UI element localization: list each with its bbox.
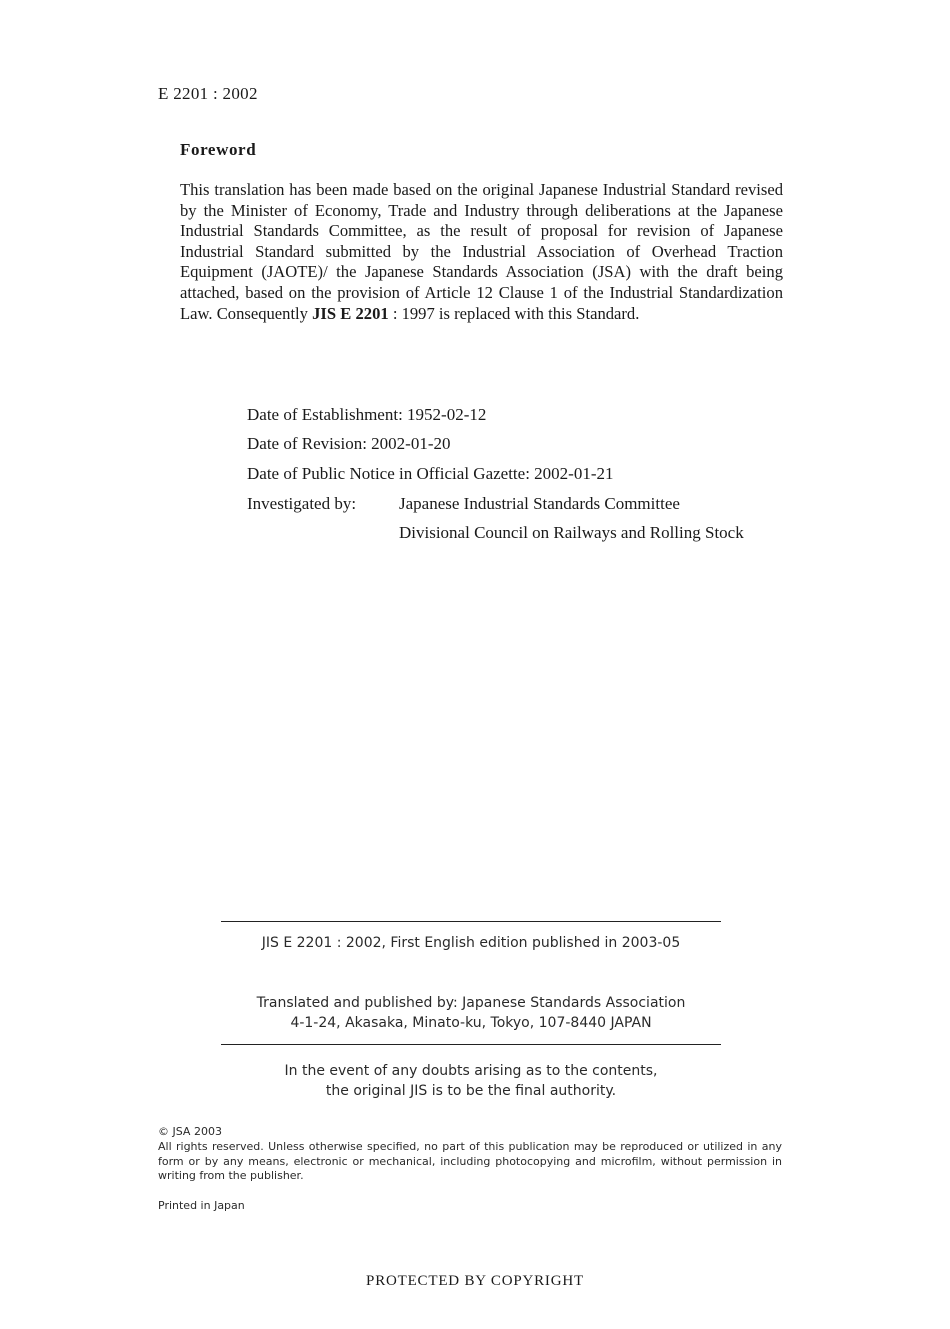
date-of-revision: Date of Revision: 2002-01-20 (247, 434, 451, 453)
publisher-line: Translated and published by: Japanese Standards Association (256, 995, 686, 1011)
standard-number: E 2201 : 2002 (158, 84, 258, 103)
edition-info: JIS E 2201 : 2002, First English edition published in 2003-05 (261, 935, 681, 951)
investigated-by-committee: Japanese Industrial Standards Committee (399, 494, 680, 513)
divider-bottom (221, 1044, 721, 1045)
printed-in: Printed in Japan (158, 1199, 245, 1212)
notice-line: In the event of any doubts arising as to the contents, (284, 1063, 658, 1079)
notice-line: the original JIS is to be the final authority. (325, 1083, 617, 1099)
foreword-body (180, 180, 783, 324)
publisher-address: 4-1-24, Akasaka, Minato-ku, Tokyo, 107-8440 JAPAN (290, 1015, 652, 1031)
foreword-body-text: This translation has been made based on the original Japanese Industrial Standard revised by the Minister of Economy, Trade and Industry through deliberations at the Japanese Industrial Standards Committee, as the result of proposal for revision of Japanese Industrial Standard submitted by the Industrial Association of Overhead Traction Equipment (JAOTE)/ the Japanese Standards Association (JSA) with the draft being attached, based on the provision of Article 12 Clause 1 of the Industrial Standardization Law. Consequently (180, 180, 783, 323)
investigated-by-label: Investigated by: (247, 494, 357, 513)
divider-top (221, 921, 721, 922)
authority-notice (221, 1061, 721, 1101)
foreword-body-text-end: : 1997 is replaced with this Standard. (388, 303, 640, 323)
date-of-establishment: Date of Establishment: 1952-02-12 (247, 405, 487, 424)
copyright-line: © JSA 2003 (158, 1125, 222, 1138)
standard-reference: JIS E 2201 (312, 303, 389, 323)
protected-by-copyright-footer: PROTECTED BY COPYRIGHT (366, 1273, 584, 1289)
rights-statement: All rights reserved. Unless otherwise specified, no part of this publication may be reproduced or utilized in any form or by any means, electronic or mechanical, including photocopying and microfilm, without permission in writing from the publisher. (158, 1140, 782, 1182)
publisher-info (221, 993, 721, 1033)
foreword-title: Foreword (180, 140, 257, 159)
date-of-public-notice: Date of Public Notice in Official Gazette: 2002-01-21 (247, 464, 614, 483)
investigated-by-council: Divisional Council on Railways and Rolling Stock (399, 523, 744, 542)
